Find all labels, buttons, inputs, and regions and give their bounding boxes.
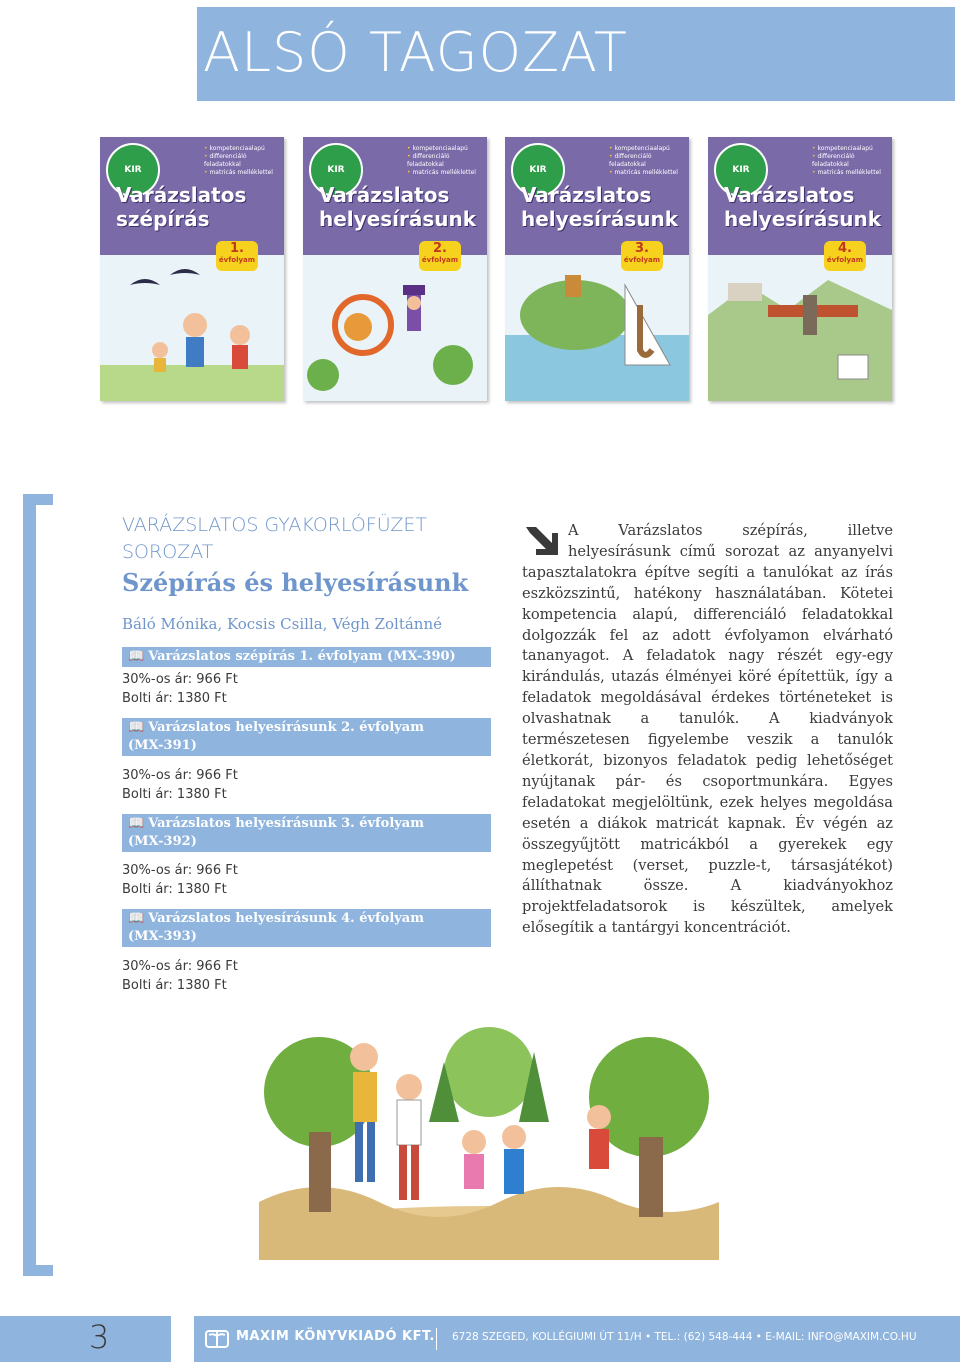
book-icon: 📖 [128,720,145,735]
cover-title-line: helyesírásunk [521,207,679,231]
cover-title-line: Varázslatos [116,183,247,207]
product-discount-price: 30%-os ár: 966 Ft [122,959,238,974]
feature-item: • matricás melléklettel [812,169,890,177]
cover-features [609,145,687,177]
cover-title-line: helyesírásunk [724,207,882,231]
kir-badge: KIR [309,143,363,197]
feature-item: • kompetenciaalapú [204,145,282,153]
cover-features [812,145,890,177]
grade-label: évfolyam [218,256,256,264]
grade-badge [419,241,461,271]
feature-item: • differenciáló feladatokkal [407,153,485,169]
grade-label: évfolyam [623,256,661,264]
book-icon: 📖 [128,649,145,664]
cover-illustration [100,255,284,401]
footer [0,1316,960,1362]
section-bracket [23,494,53,1276]
cover-title-line: szépírás [116,207,210,231]
feature-item: • matricás melléklettel [609,169,687,177]
cover-title [521,183,689,231]
cover-scene-icon [303,255,487,401]
kir-badge: KIR [106,143,160,197]
description-body: A Varázslatos szépírás, illetve helyesírásunk című sorozat az anyanyelvi tapasztalatokra építve segíti a tanulókat az írás eszközszintű, hatékony használatában. Kötetei kompetencia alapú, differenciáló feladatokkal dolgozzák fel az adott évfolyamon elvárható tananyagot. A feladatok nagy részét egy-egy kirándulás, utazás élményei köré építettük, így a feladatok megoldásával érdekes történeteket is olvashatnak a tanulók. A kiadványok természetesen figyelembe veszik a tanulók életkorát, bizonyos feladatok pedig lehetőséget nyújtanak pár- és csoportmunkára. Egyes feladatokat megjelöltünk, ezek helyes megoldása esetén a diákok matricát kapnak. Év végén az összegyűjtött matricákból a gyerekek egy meglepetést (verset, puzzle-t, társasjátékot) állíthatnak össze. A kiadványokhoz projektfeladatsorok is készültek, amelyek elősegítik a tantárgyi koncentrációt. [522,522,893,937]
book-cover-2[interactable] [303,137,487,401]
cover-illustration [505,255,689,401]
grade-label: évfolyam [826,256,864,264]
feature-item: • matricás melléklettel [204,169,282,177]
feature-item: • differenciáló feladatokkal [609,153,687,169]
page-title: ALSÓ TAGOZAT [203,21,628,84]
description-text [522,521,893,939]
kir-badge: KIR [714,143,768,197]
cover-title [116,183,284,231]
book-cover-4[interactable] [708,137,892,401]
publisher-name: MAXIM KÖNYVKIADÓ KFT. [236,1329,435,1344]
grade-label: évfolyam [421,256,459,264]
feature-item: • differenciáló feladatokkal [204,153,282,169]
product-name: Varázslatos helyesírásunk 4. évfolyam (MX-393) [128,911,424,944]
series-authors: Báló Mónika, Kocsis Csilla, Végh Zoltánné [122,615,443,633]
cover-title [724,183,892,231]
product-name: Varázslatos szépírás 1. évfolyam (MX-390) [148,649,456,664]
book-icon: 📖 [128,816,145,831]
cover-features [204,145,282,177]
cover-scene-icon [708,255,892,401]
feature-item: • kompetenciaalapú [812,145,890,153]
kir-badge: KIR [511,143,565,197]
product-title-bar[interactable] [122,718,491,756]
product-name: Varázslatos helyesírásunk 3. évfolyam (MX-392) [128,816,424,849]
series-label: VARÁZSLATOS GYAKORLÓFÜZET SOROZAT [122,514,427,563]
product-title-bar[interactable] [122,647,491,667]
product-shop-price: Bolti ár: 1380 Ft [122,691,227,706]
product-name: Varázslatos helyesírásunk 2. évfolyam (MX-391) [128,720,424,753]
book-cover-1[interactable] [100,137,284,401]
grade-number: 1. [230,241,244,256]
grade-badge [824,241,866,271]
product-title-bar[interactable] [122,909,491,947]
cover-title-line: Varázslatos [724,183,855,207]
cover-title-line: helyesírásunk [319,207,477,231]
cover-scene-icon [100,255,284,401]
page-number-band [0,1316,171,1362]
product-title-bar[interactable] [122,814,491,852]
product-discount-price: 30%-os ár: 966 Ft [122,672,238,687]
feature-item: • kompetenciaalapú [407,145,485,153]
publisher-logo-icon [204,1326,230,1352]
grade-badge [621,241,663,271]
cover-title-line: Varázslatos [319,183,450,207]
grade-number: 4. [838,241,852,256]
product-discount-price: 30%-os ár: 966 Ft [122,863,238,878]
feature-item: • matricás melléklettel [407,169,485,177]
book-cover-3[interactable] [505,137,689,401]
cover-title [319,183,487,231]
grade-number: 2. [433,241,447,256]
cover-scene-icon [505,255,689,401]
footer-divider [436,1328,437,1350]
hiking-children-illustration [259,1002,719,1260]
book-icon: 📖 [128,911,145,926]
cover-illustration [303,255,487,401]
cover-features [407,145,485,177]
product-shop-price: Bolti ár: 1380 Ft [122,882,227,897]
product-shop-price: Bolti ár: 1380 Ft [122,978,227,993]
product-discount-price: 30%-os ár: 966 Ft [122,768,238,783]
series-title: Szépírás és helyesírásunk [122,568,469,597]
publisher-contact: 6728 SZEGED, KOLLÉGIUMI ÚT 11/H • TEL.: (62) 548-444 • E-MAIL: INFO@MAXIM.CO.HU [452,1331,917,1343]
grade-number: 3. [635,241,649,256]
feature-item: • differenciáló feladatokkal [812,153,890,169]
cover-illustration [708,255,892,401]
page-number: 3 [89,1318,110,1356]
feature-item: • kompetenciaalapú [609,145,687,153]
header-band [197,7,955,101]
cover-title-line: Varázslatos [521,183,652,207]
product-shop-price: Bolti ár: 1380 Ft [122,787,227,802]
arrow-down-right-icon [522,523,562,559]
grade-badge [216,241,258,271]
